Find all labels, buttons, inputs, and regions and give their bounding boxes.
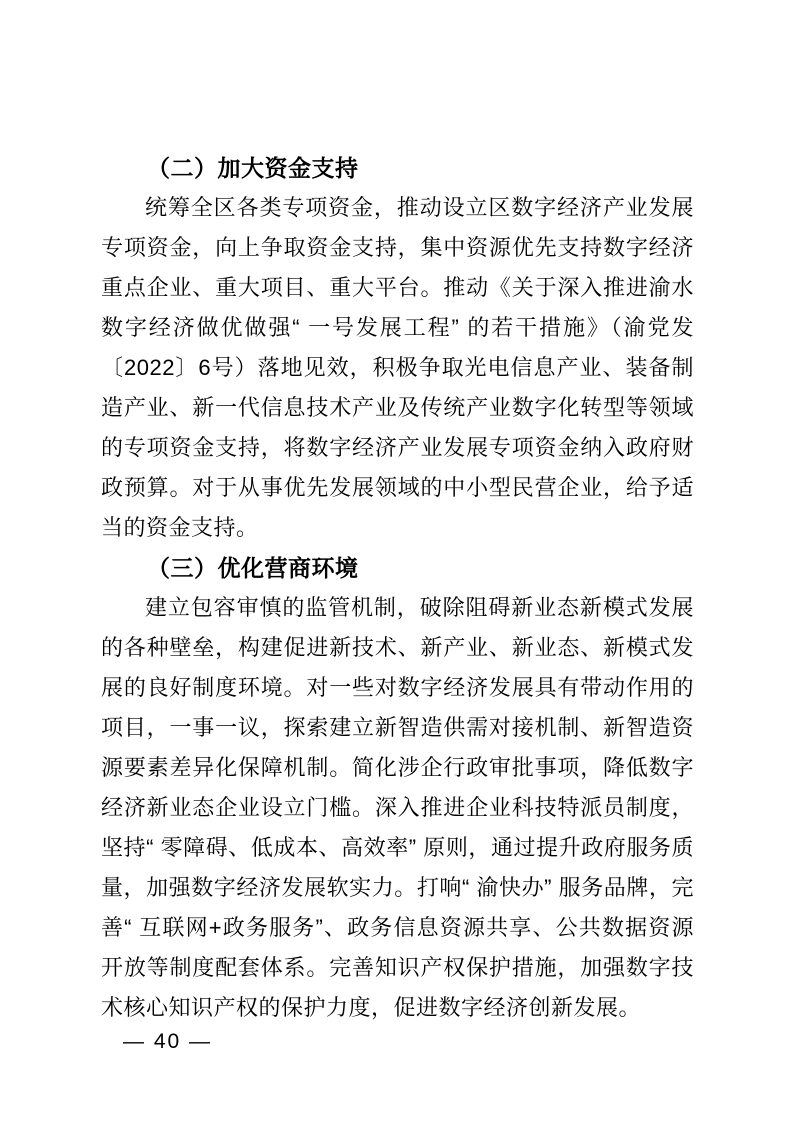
section-paragraph-funding-support: 统筹全区各类专项资金，推动设立区数字经济产业发展专项资金，向上争取资金支持，集中资源优先支持数字经济重点企业、重大项目、重大平台。推动《关于深入推进渝水数字经济做优做强“ 一号发展工程” 的若干措施》（渝党发〔2022〕6号）落地见效，积极争取光电信息产业、装备制造产业、新一代信息技术产业及传统产业数字化转型等领域的专项资金支持，将数字经济产业发展专项资金纳入政府财政预算。对于从事优先发展领域的中小型民营企业，给予适当的资金支持。: [101, 195, 694, 540]
document-body: [101, 148, 694, 1028]
page-number: — 40 —: [123, 1030, 213, 1053]
section-paragraph-business-environment: 建立包容审慎的监管机制，破除阻碍新业态新模式发展的各种壁垒，构建促进新技术、新产业、新业态、新模式发展的良好制度环境。对一些对数字经济发展具有带动作用的项目，一事一议，探索建立新智造供需对接机制、新智造资源要素差异化保障机制。简化涉企行政审批事项，降低数字经济新业态企业设立门槛。深入推进企业科技特派员制度，坚持“ 零障碍、低成本、高效率” 原则，通过提升政府服务质量，加强数字经济发展软实力。打响“ 渝快办” 服务品牌，完善“ 互联网+政务服务”、政务信息资源共享、公共数据资源开放等制度配套体系。完善知识产权保护措施，加强数字技术核心知识产权的保护力度，促进数字经济创新发展。: [101, 595, 694, 1020]
section-heading-business-environment: （三）优化营商环境: [147, 555, 359, 581]
section-heading-funding-support: （二）加大资金支持: [147, 155, 359, 181]
